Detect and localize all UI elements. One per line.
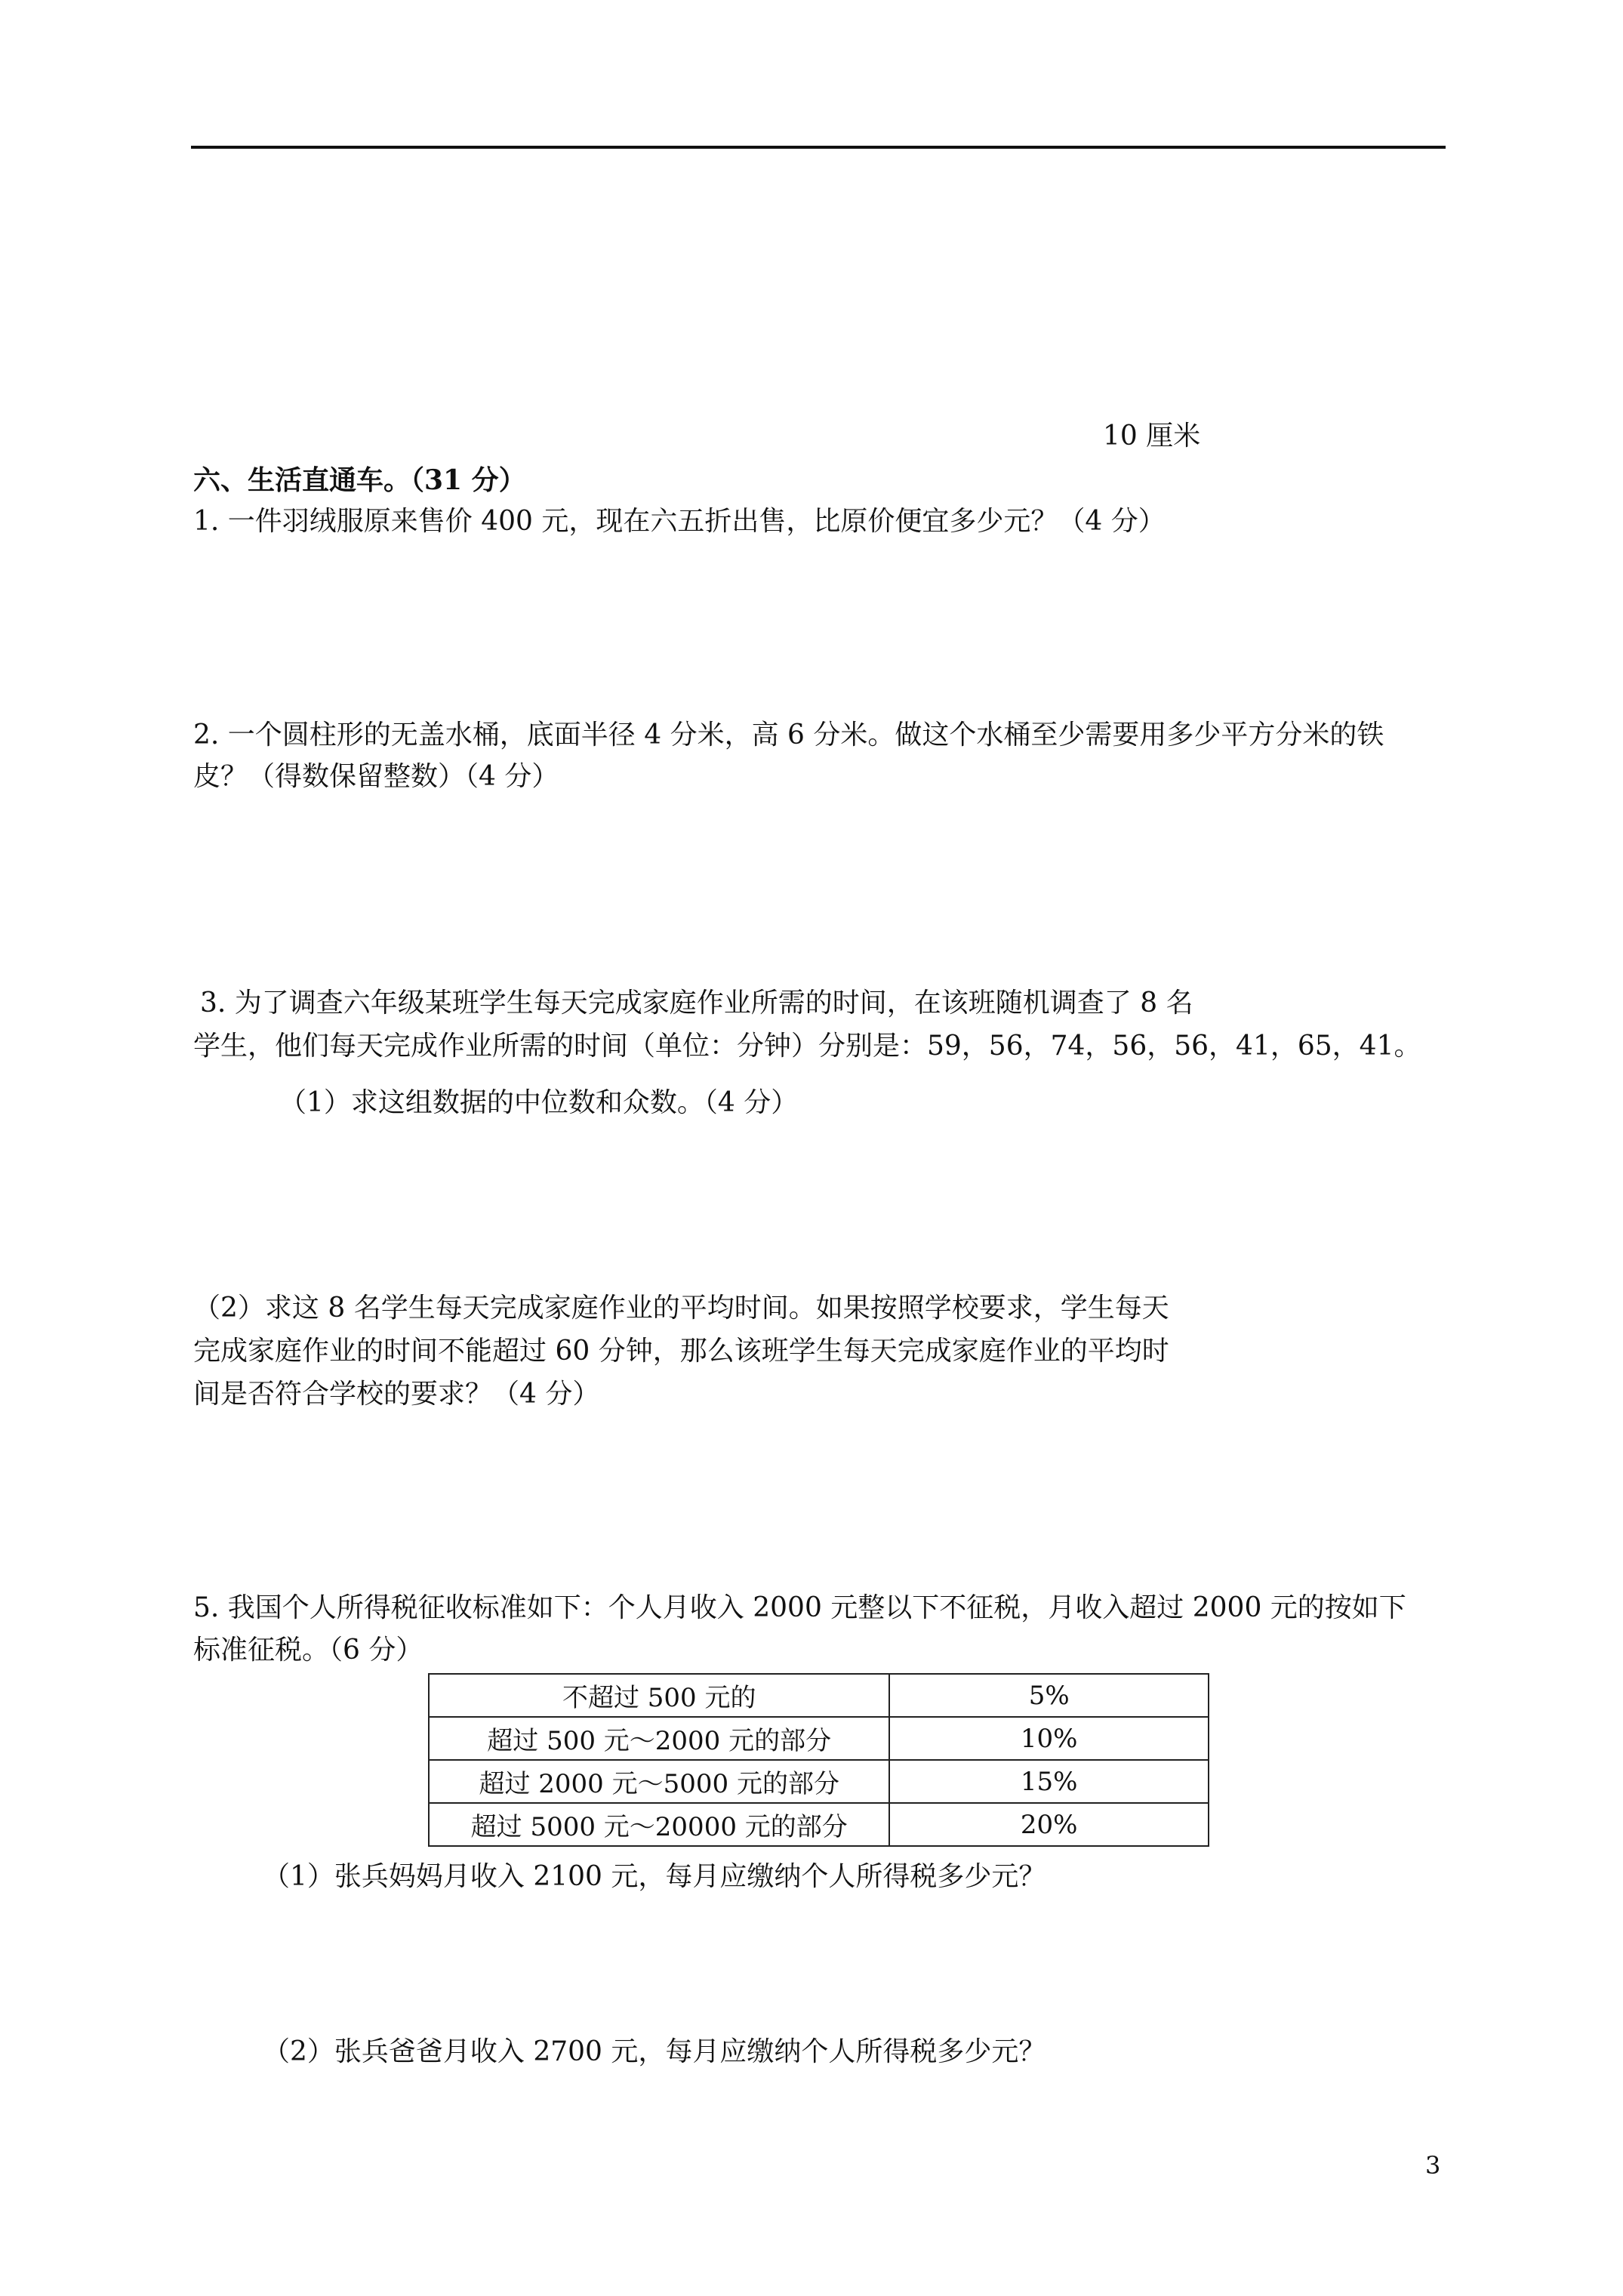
table-row xyxy=(429,1803,1209,1846)
question-2-line-2: 皮？（得数保留整数）（4 分） xyxy=(193,761,559,792)
question-1: 1. 一件羽绒服原来售价 400 元，现在六五折出售，比原价便宜多少元？（4 分） xyxy=(193,506,1166,537)
table-cell-range: 超过 5000 元～20000 元的部分 xyxy=(429,1803,889,1846)
question-5-sub-1: （1）张兵妈妈月收入 2100 元，每月应缴纳个人所得税多少元？ xyxy=(263,1861,1046,1892)
table-row xyxy=(429,1674,1209,1717)
tax-rate-table xyxy=(428,1673,1209,1847)
question-2-line-1: 2. 一个圆柱形的无盖水桶，底面半径 4 分米，高 6 分米。做这个水桶至少需要用多少平方分米的铁 xyxy=(193,720,1384,750)
question-3-line-1: 3. 为了调查六年级某班学生每天完成家庭作业所需的时间，在该班随机调查了 8 名 xyxy=(200,988,1193,1019)
table-cell-range: 超过 2000 元～5000 元的部分 xyxy=(429,1760,889,1803)
question-3-line-2: 学生，他们每天完成作业所需的时间（单位：分钟）分别是：59，56，74，56，56，41，65，41。 xyxy=(193,1031,1421,1062)
table-cell-rate: 15% xyxy=(889,1760,1209,1803)
question-3-sub-2-line-3: 间是否符合学校的要求？（4 分） xyxy=(193,1379,600,1410)
question-5-sub-2: （2）张兵爸爸月收入 2700 元，每月应缴纳个人所得税多少元？ xyxy=(263,2036,1046,2067)
table-cell-range: 不超过 500 元的 xyxy=(429,1674,889,1717)
question-5-line-1: 5. 我国个人所得税征收标准如下：个人月收入 2000 元整以下不征税，月收入超过 2000 元的按如下 xyxy=(193,1592,1406,1623)
figure-label: 10 厘米 xyxy=(1103,421,1201,451)
table-cell-rate: 20% xyxy=(889,1803,1209,1846)
question-3-sub-2-line-2: 完成家庭作业的时间不能超过 60 分钟，那么该班学生每天完成家庭作业的平均时 xyxy=(193,1336,1169,1367)
table-cell-range: 超过 500 元～2000 元的部分 xyxy=(429,1717,889,1760)
table-row xyxy=(429,1717,1209,1760)
header-rule xyxy=(191,146,1446,149)
table-cell-rate: 5% xyxy=(889,1674,1209,1717)
question-3-sub-1: （1）求这组数据的中位数和众数。（4 分） xyxy=(279,1087,799,1118)
section-title: 六、生活直通车。（31 分） xyxy=(193,464,526,496)
question-3-sub-2-line-1: （2）求这 8 名学生每天完成家庭作业的平均时间。如果按照学校要求，学生每天 xyxy=(193,1293,1169,1324)
table-cell-rate: 10% xyxy=(889,1717,1209,1760)
table-row xyxy=(429,1760,1209,1803)
page-number: 3 xyxy=(1425,2151,1441,2180)
question-5-line-2: 标准征税。（6 分） xyxy=(193,1635,423,1666)
